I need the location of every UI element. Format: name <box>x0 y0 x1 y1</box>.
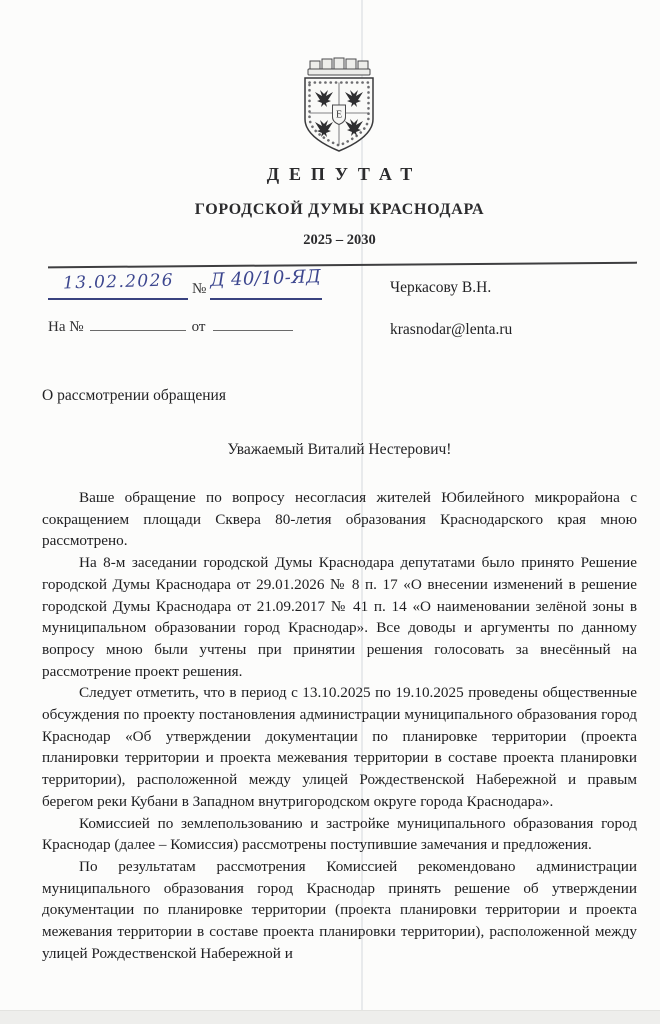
term-years: 2025 – 2030 <box>303 232 376 248</box>
coat-of-arms-graphic <box>299 57 379 159</box>
body-paragraph: Ваше обращение по вопросу несогласия жителей Юбилейного микрорайона с сокращением площади Сквера 80-летия образования Краснодарского края мною рассмотрено. <box>42 489 637 550</box>
incoming-number-blank <box>90 314 186 331</box>
recipient-email: krasnodar@lenta.ru <box>390 321 513 338</box>
org-title-duma: ГОРОДСКОЙ ДУМЫ КРАСНОДАРА <box>194 201 485 218</box>
krasnodar-coat-of-arms-icon <box>299 57 379 159</box>
handwritten-date: 13.02.2026 <box>62 270 174 294</box>
number-sign-label: № <box>192 281 207 297</box>
monogram-letter: Е <box>335 109 343 121</box>
incoming-reference-line <box>48 314 293 336</box>
body-paragraph: По результатам рассмотрения Комиссией рекомендовано администрации муниципального образования город Краснодар принять решение об утверждении документации по планировке территории (проекта планировки территории и проекта межевания территории в составе проекта планировки территории), расположенной между улицей Рождественской Набережной и <box>42 857 637 962</box>
reply-to-label: На № <box>48 319 84 335</box>
outgoing-date-field <box>48 272 188 300</box>
handwritten-number: Д 40/10-ЯД <box>210 266 322 291</box>
body-paragraph: Комиссией по землепользованию и застройке муниципального образования город Краснодар (далее – Комиссия) рассмотрены поступившие замечания и предложения. <box>42 814 637 854</box>
scan-edge-shadow <box>0 1010 660 1024</box>
subject-line: О рассмотрении обращения <box>42 387 226 404</box>
org-title-deputy: ДЕПУТАТ <box>266 164 423 184</box>
body-paragraph: На 8-м заседании городской Думы Краснодара депутатами было принято Решение городской Думы Краснодара от 29.01.2026 № 8 п. 17 «О внесении изменений в решение городской Думы Краснодара от 21.09.2017 № 41 п. 14 «О наименовании зелёной зоны в муниципальном образовании город Краснодар». Все доводы и аргументы по данному вопросу мною были учтены при принятии решения голосовать за внесённый на рассмотрение проект решения. <box>42 554 637 680</box>
outgoing-number-field <box>210 268 322 300</box>
body-paragraph: Следует отметить, что в период с 13.10.2025 по 19.10.2025 проведены общественные обсуждения по проекту постановления администрации муниципального образования город Краснодар «Об утверждении документации по планировке территории (проекта планировки территории и проекта межевания территории в составе проекта планировки территории), расположенной между улицей Рождественской Набережной и правым берегом реки Кубани в Западном внутригородском округе города Краснодара». <box>42 684 637 810</box>
recipient-name: Черкасову В.Н. <box>390 279 492 296</box>
incoming-date-blank <box>213 314 293 331</box>
salutation: Уважаемый Виталий Нестерович! <box>227 441 452 458</box>
header-divider <box>48 262 637 269</box>
letter-body <box>42 487 637 964</box>
from-label: от <box>191 319 206 335</box>
